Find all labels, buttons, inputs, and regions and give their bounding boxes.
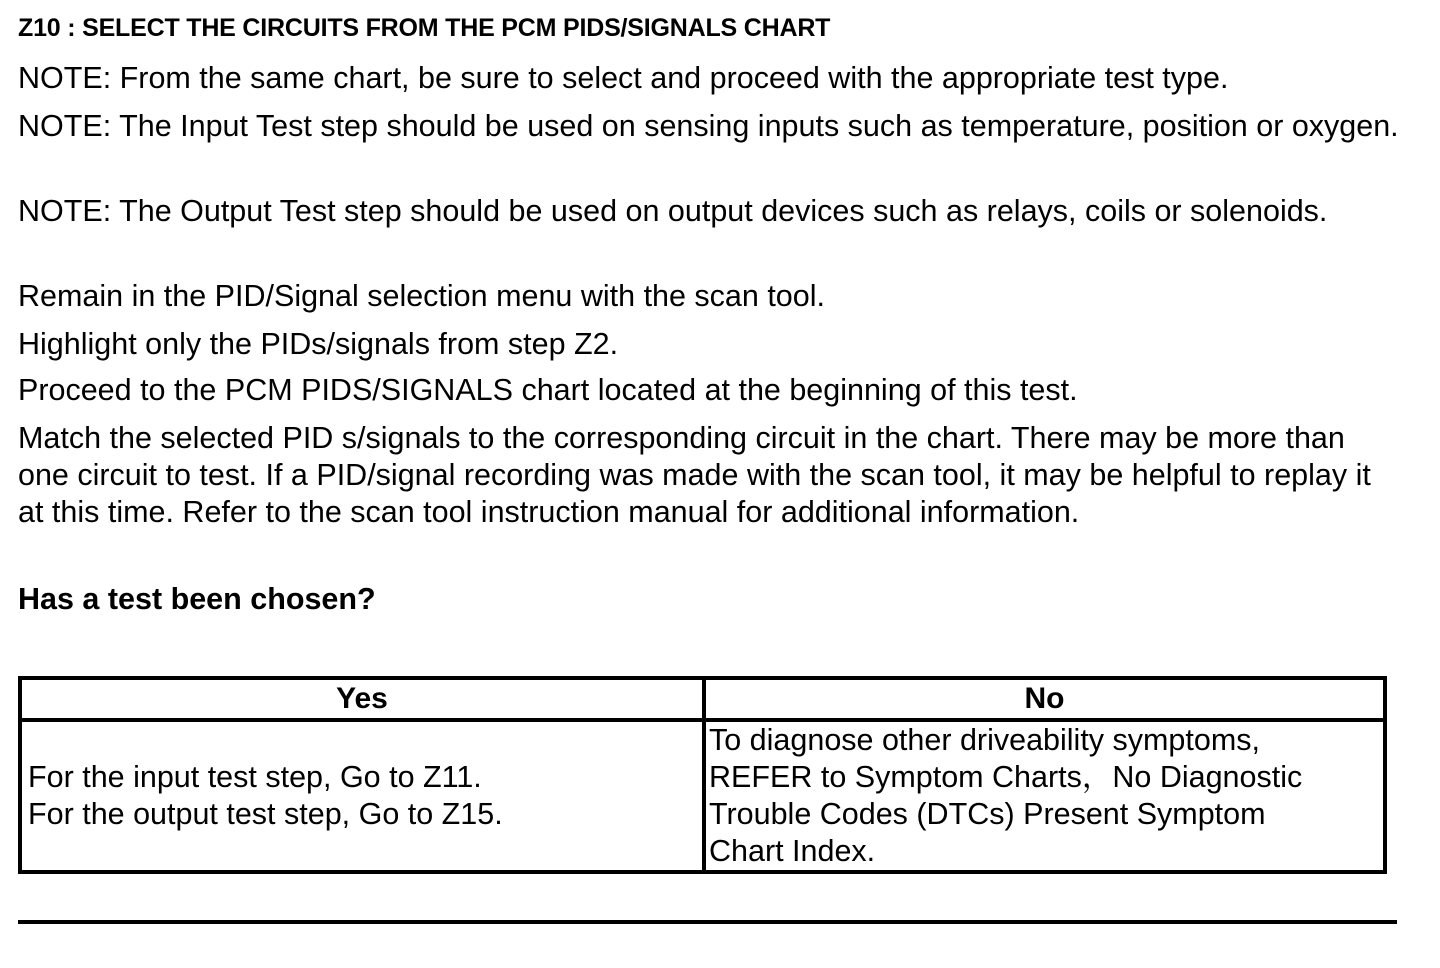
instruction-highlight-pids: Highlight only the PIDs/signals from step Z2.: [18, 327, 619, 361]
decision-table: [18, 676, 1387, 874]
note-input-test: NOTE: The Input Test step should be used on sensing inputs such as temperature, position or oxygen.: [18, 109, 1399, 143]
yes-cell: [20, 720, 704, 872]
yes-output-test-line: For the output test step, Go to Z15.: [28, 797, 503, 831]
no-line-1: To diagnose other driveability symptoms,: [709, 723, 1260, 757]
decision-row: [20, 720, 1385, 872]
no-line-3: Trouble Codes (DTCs) Present Symptom: [709, 797, 1266, 831]
note-output-test: NOTE: The Output Test step should be used on output devices such as relays, coils or solenoids.: [18, 194, 1328, 228]
yes-input-test-line: For the input test step, Go to Z11.: [28, 760, 482, 794]
decision-header-row: [20, 678, 1385, 720]
instruction-match-pids: Match the selected PID s/signals to the corresponding circuit in the chart. There may be more than one circuit to test. If a PID/signal recording was made with the scan tool, it may be helpful to replay it at this time. Refer to the scan tool instruction manual for additional information.: [18, 421, 1371, 529]
no-line-2: REFER to Symptom Charts，No Diagnostic: [709, 760, 1303, 794]
yes-header: Yes: [20, 678, 704, 720]
instruction-remain-in-menu: Remain in the PID/Signal selection menu with the scan tool.: [18, 279, 825, 313]
instruction-proceed-to-chart: Proceed to the PCM PIDS/SIGNALS chart located at the beginning of this test.: [18, 373, 1078, 407]
step-title: Z10 : SELECT THE CIRCUITS FROM THE PCM PIDS/SIGNALS CHART: [18, 14, 831, 42]
no-cell: [704, 720, 1385, 872]
decision-question: Has a test been chosen?: [18, 582, 376, 616]
section-divider: [18, 920, 1397, 924]
no-line-4: Chart Index.: [709, 834, 876, 868]
no-header: No: [704, 678, 1385, 720]
note-test-type: NOTE: From the same chart, be sure to select and proceed with the appropriate test type.: [18, 61, 1229, 95]
